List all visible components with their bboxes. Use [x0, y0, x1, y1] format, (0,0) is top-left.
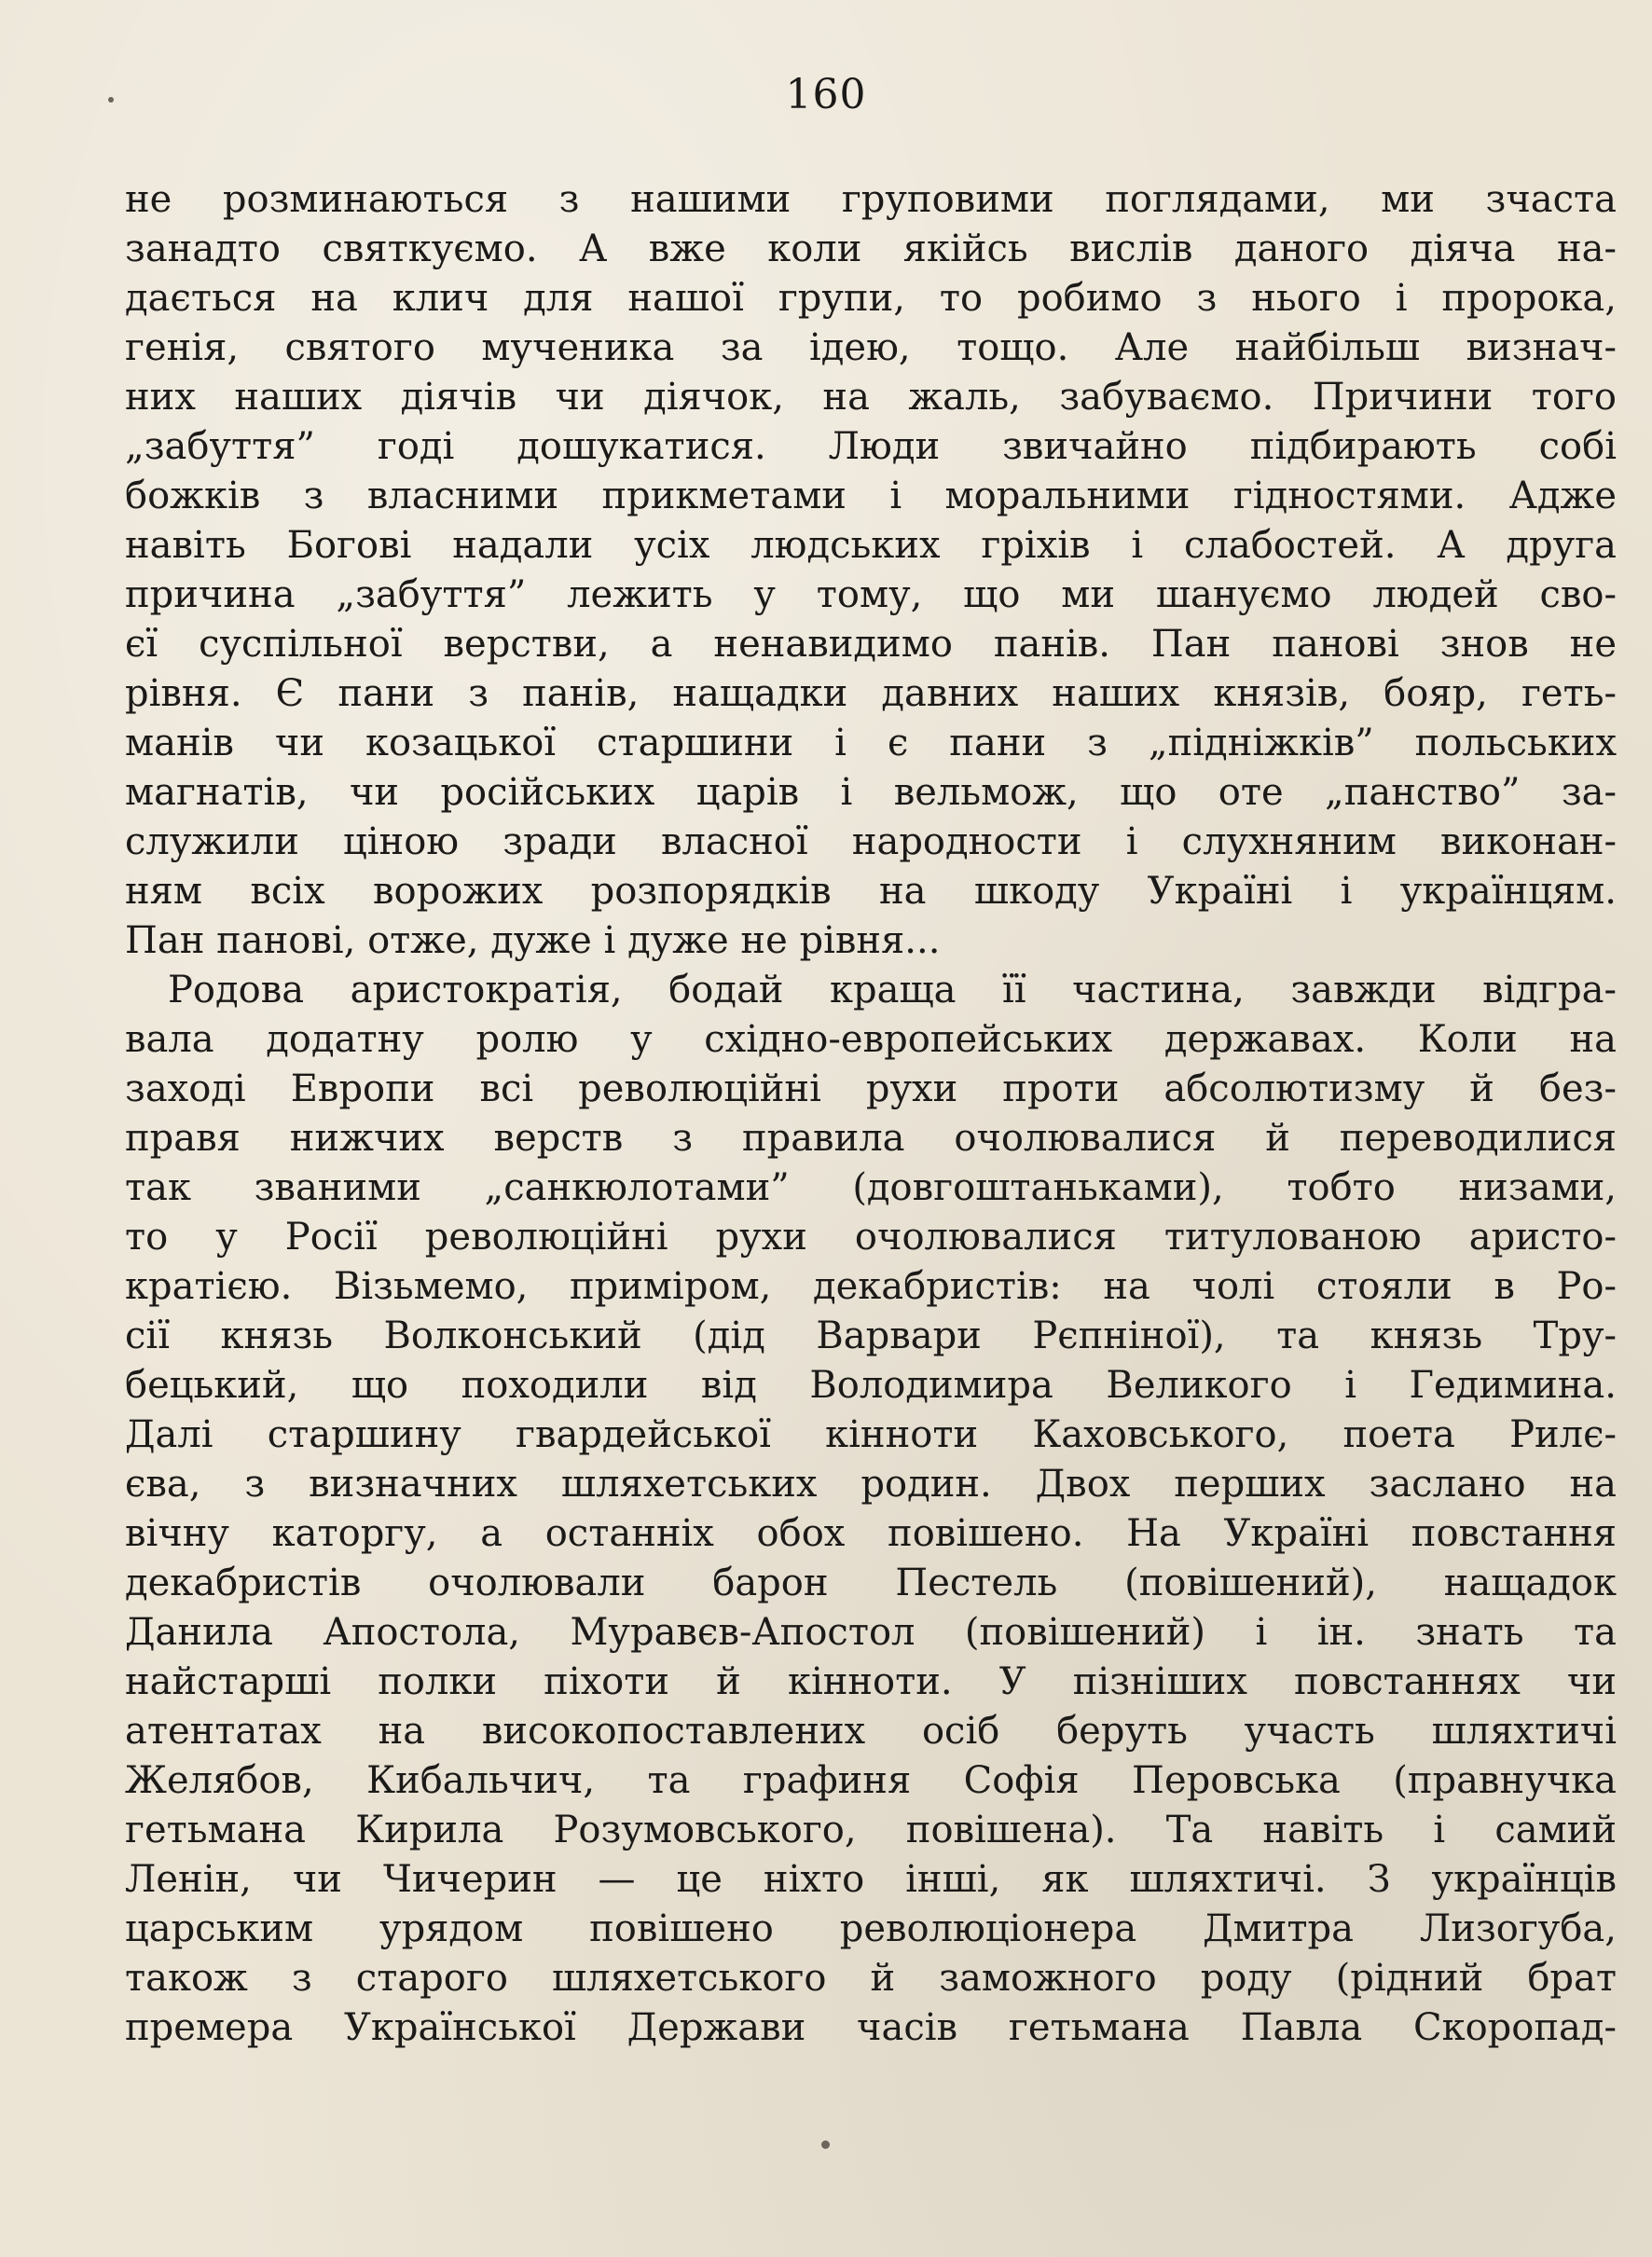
text-line: бецький, що походили від Володимира Великого і Гедимина.: [125, 1364, 1617, 1407]
text-line: також з старого шляхетського й заможного роду (рідний брат: [125, 1957, 1617, 2000]
text-line: царським урядом повішено революціонера Дмитра Лизогуба,: [125, 1907, 1617, 1950]
text-line: дається на клич для нашої групи, то робимо з нього і пророка,: [125, 277, 1617, 320]
text-line: єва, з визначних шляхетських родин. Двох перших заслано на: [125, 1463, 1617, 1506]
text-line: причина „забуття” лежить у тому, що ми шануємо людей сво-: [125, 573, 1617, 616]
text-line: гетьмана Кирила Розумовського, повішена). Та навіть і самий: [125, 1809, 1617, 1851]
text-line: них наших діячів чи діячок, на жаль, забуваємо. Причини того: [125, 376, 1617, 419]
text-line: атентатах на високопоставлених осіб беруть участь шляхтичі: [125, 1710, 1617, 1753]
print-speck: [108, 97, 114, 103]
text-line: декабристів очолювали барон Пестель (повішений), нащадок: [125, 1562, 1617, 1604]
text-line: сії князь Волконський (дід Варвари Рєпніної), та князь Тру-: [125, 1314, 1617, 1357]
text-line: ням всіх ворожих розпорядків на шкоду Україні і українцям.: [125, 870, 1617, 913]
text-line: вічну каторгу, а останніх обох повішено. На Україні повстання: [125, 1512, 1617, 1555]
text-line: служили ціною зради власної народности і слухняним виконан-: [125, 820, 1617, 863]
text-line: Ленін, чи Чичерин — це ніхто інші, як шляхтичі. З українців: [125, 1858, 1617, 1901]
text-line: кратією. Візьмемо, приміром, декабристів: на чолі стояли в Ро-: [125, 1265, 1617, 1308]
text-line: Желябов, Кибальчич, та графиня Софія Перовська (правнучка: [125, 1759, 1617, 1802]
text-line: так званими „санкюлотами” (довгоштаньками), тобто низами,: [125, 1166, 1617, 1209]
text-line: занадто святкуємо. А вже коли якійсь вислів даного діяча на-: [125, 227, 1617, 270]
text-line: Далі старшину гвардейської кінноти Каховського, поета Рилє-: [125, 1413, 1617, 1456]
text-line: вала додатну ролю у східно-европейських державах. Коли на: [125, 1018, 1617, 1061]
text-line: Пан панові, отже, дуже і дуже не рівня...: [125, 919, 941, 962]
print-speck: [821, 2140, 830, 2149]
page-number: 160: [785, 71, 867, 118]
text-line: Данила Апостола, Муравєв-Апостол (повішений) і ін. знать та: [125, 1611, 1617, 1654]
text-line: магнатів, чи російських царів і вельмож, що оте „панство” за-: [125, 771, 1617, 814]
text-line: найстарші полки піхоти й кінноти. У пізніших повстаннях чи: [125, 1660, 1617, 1703]
text-line: „забуття” годі дошукатися. Люди звичайно підбирають собі: [125, 425, 1617, 468]
text-line: божків з власними прикметами і моральними гідностями. Адже: [125, 475, 1617, 517]
text-line: Родова аристократія, бодай краща її частина, завжди відгра-: [168, 969, 1617, 1012]
text-line: то у Росії революційні рухи очолювалися титулованою аристо-: [125, 1216, 1617, 1259]
body-text: [125, 175, 1617, 2053]
text-line: генія, святого мученика за ідею, тощо. Але найбільш визнач-: [125, 326, 1617, 369]
text-line: заході Европи всі революційні рухи проти абсолютизму й без-: [125, 1067, 1617, 1110]
text-line: премера Української Держави часів гетьмана Павла Скоропад-: [125, 2006, 1617, 2049]
text-line: єї суспільної верстви, а ненавидимо панів. Пан панові знов не: [125, 623, 1617, 666]
text-line: рівня. Є пани з панів, нащадки давних наших князів, бояр, геть-: [125, 672, 1617, 715]
text-line: не розминаються з нашими груповими поглядами, ми зчаста: [125, 178, 1617, 221]
text-line: навіть Богові надали усіх людських гріхів і слабостей. А друга: [125, 524, 1617, 567]
text-line: правя нижчих верств з правила очолювалися й переводилися: [125, 1117, 1617, 1160]
text-line: манів чи козацької старшини і є пани з „підніжків” польських: [125, 722, 1617, 764]
